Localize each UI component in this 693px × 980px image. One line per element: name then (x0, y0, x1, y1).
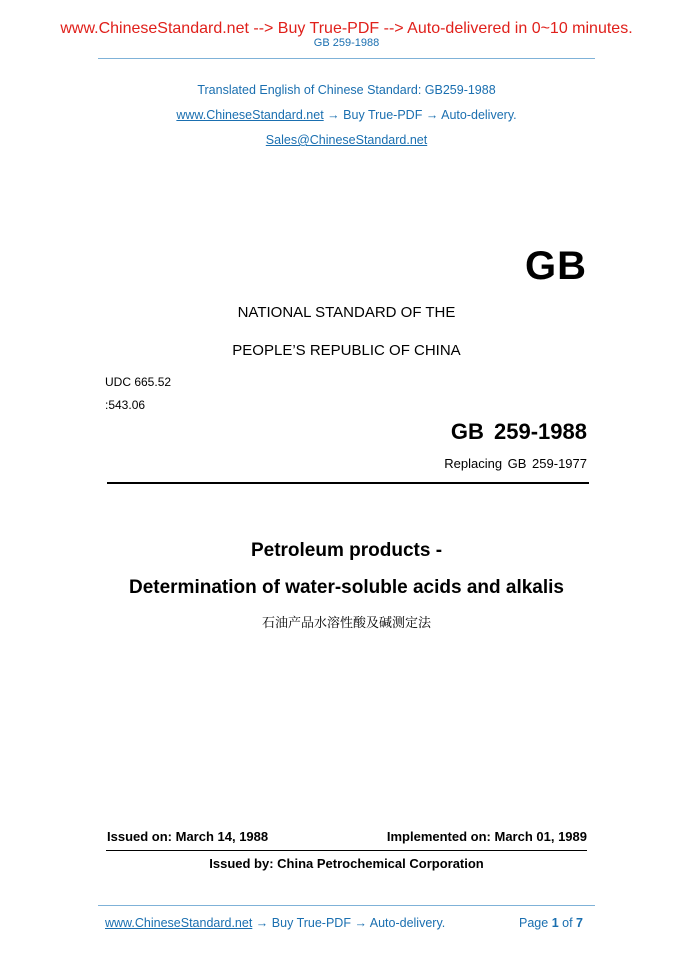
issued-by: Issued by: China Petrochemical Corporation (209, 856, 484, 871)
sales-email-link[interactable]: Sales@ChineseStandard.net (265, 133, 428, 147)
implemented-date: Implemented on: March 01, 1989 (386, 829, 587, 844)
title-divider (107, 482, 589, 484)
page-total: 7 (576, 916, 583, 930)
page-current: 1 (551, 916, 559, 930)
page-indicator (519, 916, 583, 930)
standard-number: GB 259-1988 (450, 419, 587, 444)
title-line2: Determination of water-soluble acids and alkalis (128, 577, 564, 598)
footer-site-link[interactable]: www.ChineseStandard.net (105, 916, 253, 930)
arrow-right-icon: → (425, 108, 439, 122)
footer-divider (98, 905, 595, 906)
arrow-right-icon: → (354, 916, 367, 930)
gb-logo: GB (525, 244, 587, 288)
page-label: Page (519, 916, 549, 930)
footer-links (105, 916, 445, 930)
replacing-note: Replacing GB 259-1977 (444, 456, 587, 471)
translation-note: Translated English of Chinese Standard: GB259-1988 (197, 83, 496, 97)
footer-buy-pdf-link[interactable]: Buy True-PDF (271, 916, 351, 930)
dates-divider (106, 850, 587, 851)
national-standard-line2: PEOPLE’S REPUBLIC OF CHINA (232, 342, 461, 359)
auto-delivery-text: Auto-delivery. (441, 108, 517, 122)
arrow-right-icon: → (255, 916, 269, 930)
footer-auto-delivery-text: Auto-delivery. (369, 916, 446, 930)
udc-code-line2: :543.06 (105, 398, 146, 412)
header-divider (98, 58, 595, 59)
header-doc-code: GB 259-1988 (313, 37, 380, 49)
issued-date: Issued on: March 14, 1988 (107, 829, 269, 844)
site-link[interactable]: www.ChineseStandard.net (176, 108, 324, 122)
page-of: of (562, 916, 573, 930)
national-standard-line1: NATIONAL STANDARD OF THE (237, 304, 456, 321)
title-line1: Petroleum products - (250, 540, 443, 561)
buy-pdf-link[interactable]: Buy True-PDF (343, 108, 423, 122)
email-row (0, 133, 693, 147)
promo-banner[interactable]: www.ChineseStandard.net --> Buy True-PDF --> Auto-delivered in 0~10 minutes. (60, 20, 633, 37)
udc-code-line1: UDC 665.52 (105, 375, 172, 389)
arrow-right-icon: → (327, 108, 340, 122)
title-chinese: 石油产品水溶性酸及碱测定法 (261, 616, 431, 631)
translation-links (0, 108, 693, 122)
